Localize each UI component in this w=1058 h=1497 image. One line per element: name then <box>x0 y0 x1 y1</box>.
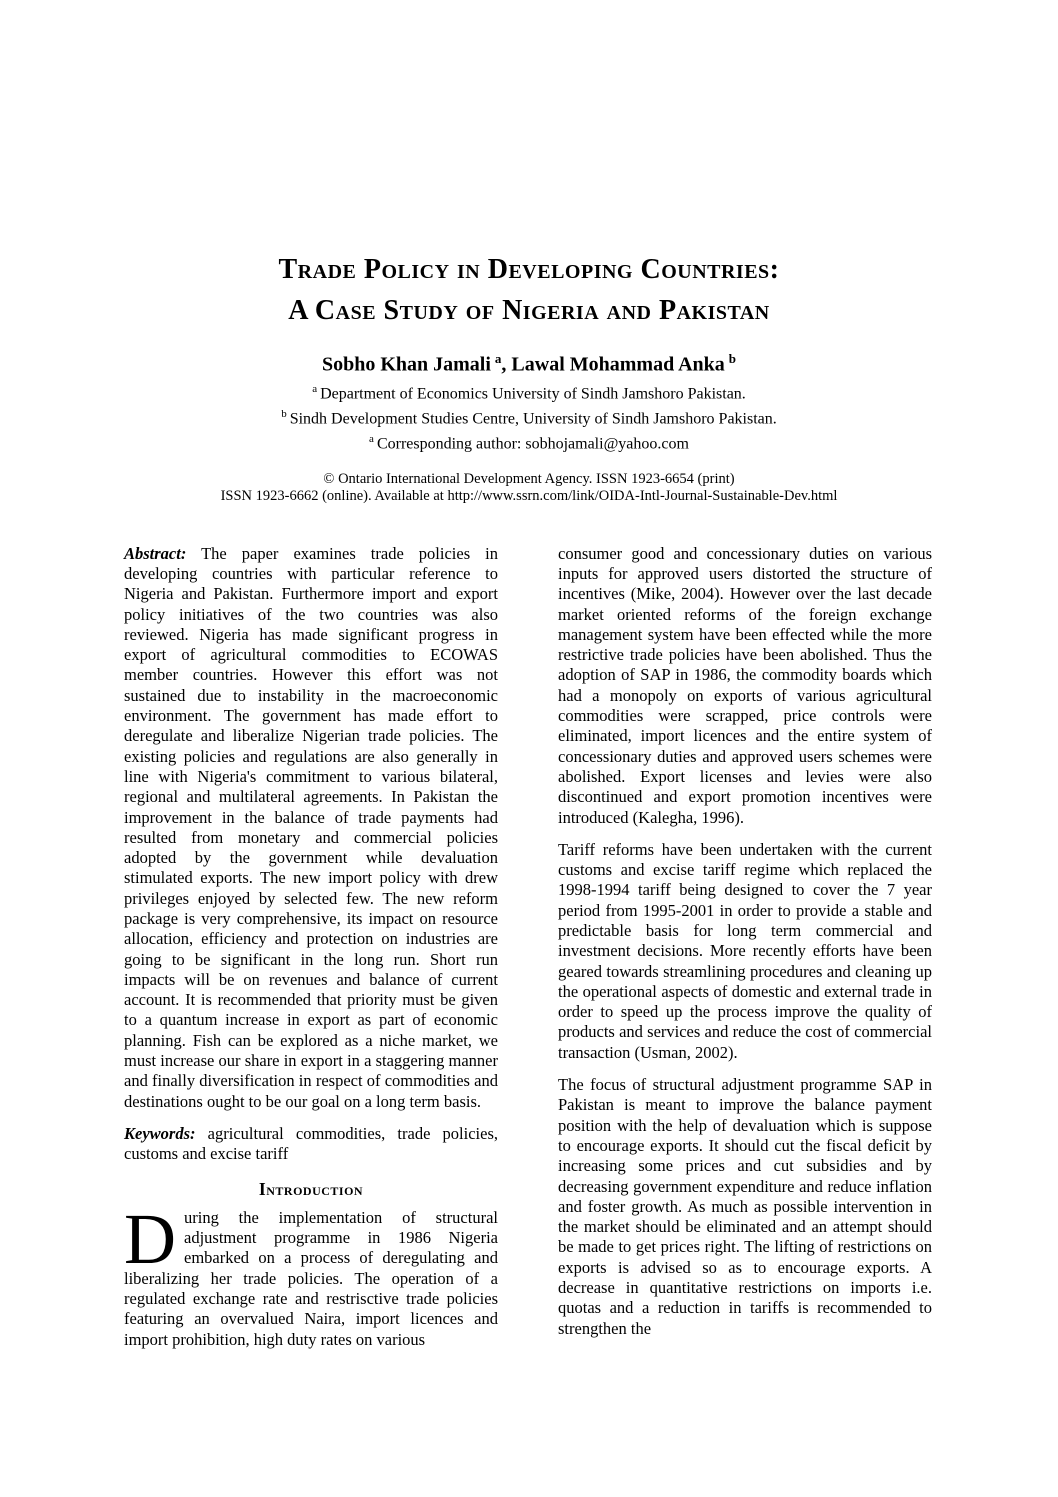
drop-cap: D <box>124 1198 176 1279</box>
body-paragraph: consumer good and concessionary duties on various inputs for approved users distorted the structure of incentives (Mike, 2004). However over the last decade market oriented reforms of the foreign exchange management system have been effected while the more restrictive trade policies have been abolished. Thus the adoption of SAP in 1986, the commodity boards which had a monopoly on exports of various agricultural commodities were scrapped, price controls were eliminated, import licences and the entire system of concessionary duties and approved users schemes were abolished. Export licenses and levies were also discontinued and export promotion incentives were introduced (Kalegha, 1996). <box>558 543 932 827</box>
author-byline <box>0 347 1058 377</box>
author-name: Sobho Khan Jamali <box>321 353 491 376</box>
issn-url-line: ISSN 1923-6662 (online). Available at http://www.ssrn.com/link/OIDA-Intl-Journal-Sustainable-Dev.html <box>220 487 838 504</box>
author-affiliation-marker: a <box>494 351 502 366</box>
affiliation-text: Department of Economics University of Sindh Jamshoro Pakistan. <box>320 384 746 402</box>
introduction-text: uring the implementation of structural adjustment programme in 1986 Nigeria embarked on a process of deregulating and liberalizing her trade policies. The operation of a regulated exchange rate and restrisctive trade policies featuring an overvalued Naira, import licences and import prohibition, high duty rates on various <box>124 1207 498 1349</box>
publisher-block <box>0 471 1058 505</box>
right-column <box>558 544 932 1362</box>
paper-header <box>0 0 1058 505</box>
affiliation-marker: b <box>281 407 287 420</box>
abstract-paragraph <box>124 544 498 1112</box>
copyright-issn-line: © Ontario International Development Agency. ISSN 1923-6654 (print) <box>323 470 735 487</box>
body-paragraph: Tariff reforms have been undertaken with the current customs and excise tariff regime which replaced the 1998-1994 tariff being designed to cover the 7 year period from 1995-2001 in order to provide a stable and predictable basis for long term commercial and investment decisions. More recently efforts have been geared towards streamlining procedures and cleaning up the operational aspects of domestic and external trade in order to speed up the process improve the quality of products and services and reduce the cost of commercial transaction (Usman, 2002). <box>558 839 932 1062</box>
introduction-heading: Introduction <box>258 1178 364 1199</box>
affiliation-text: Sindh Development Studies Centre, University of Sindh Jamshoro Pakistan. <box>289 410 777 428</box>
affiliation-marker: a <box>369 433 374 446</box>
author-name: Lawal Mohammad Anka <box>511 353 725 376</box>
affiliation-line <box>0 379 1058 404</box>
affiliation-marker: a <box>312 382 318 395</box>
author-separator: , <box>501 353 512 376</box>
two-column-body <box>124 544 932 1362</box>
paper-title-line1: Trade Policy in Developing Countries: <box>278 254 780 285</box>
paper-title-line2: A Case Study of Nigeria and Pakistan <box>288 295 770 326</box>
author-affiliation-marker: b <box>728 351 737 366</box>
keywords-label: Keywords: <box>124 1123 196 1143</box>
keywords-text: agricultural commodities, trade policies, customs and excise tariff <box>124 1123 498 1164</box>
abstract-text: The paper examines trade policies in developing countries with particular reference to Nigeria and Pakistan. Furthermore import and export policy initiatives of the two countries was also reviewed. Nigeria has made significant progress in export of agricultural commodities to ECOWAS member countries. However this effort was not sustained due to instability in the macroeconomic environment. The government has made effort to deregulate and liberalize Nigerian trade policies. The existing policies and regulations are also generally in line with Nigeria's commitment to various bilateral, regional and multilateral agreements. In Pakistan the improvement in the balance of trade payments had resulted from monetary and commercial policies adopted by the government while devaluation stimulated exports. The new import policy with drew privileges enjoyed by selected few. The new reform package is very comprehensive, its impact on resource allocation, efficiency and protection on industries are going to be significant in the long run. Short run impacts will be on revenues and balance of current account. It is recommended that priority must be given to a quantum increase in export as part of economic planning. Fish can be explored as a niche market, we must increase our share in export in a staggering manner and finally diversification in respect of commodities and destinations ought to be our goal on a long term basis. <box>124 543 498 1111</box>
left-column <box>124 544 498 1362</box>
corresponding-author-text: Corresponding author: sobhojamali@yahoo.com <box>376 435 689 453</box>
corresponding-author-line <box>0 429 1058 454</box>
introduction-paragraph <box>124 1198 498 1350</box>
affiliations-block <box>0 379 1058 455</box>
paper-title <box>0 249 1058 331</box>
keywords-paragraph <box>124 1124 498 1165</box>
abstract-label: Abstract: <box>124 543 187 563</box>
body-paragraph: The focus of structural adjustment programme SAP in Pakistan is meant to improve the balance payment position with the help of devaluation which is suppose to encourage exports. It should cut the fiscal deficit by increasing some prices and cut subsidies and by decreasing government expenditure and reduce inflation and foster growth. As much as possible intervention in the market should be eliminated and an attempt should be made to get prices right. The lifting of restrictions on exports is advised so as to encourage exports. A decrease in quantitative restrictions on imports i.e. quotas and a reduction in tariffs is recommended to strengthen the <box>558 1075 932 1338</box>
affiliation-line <box>0 404 1058 429</box>
